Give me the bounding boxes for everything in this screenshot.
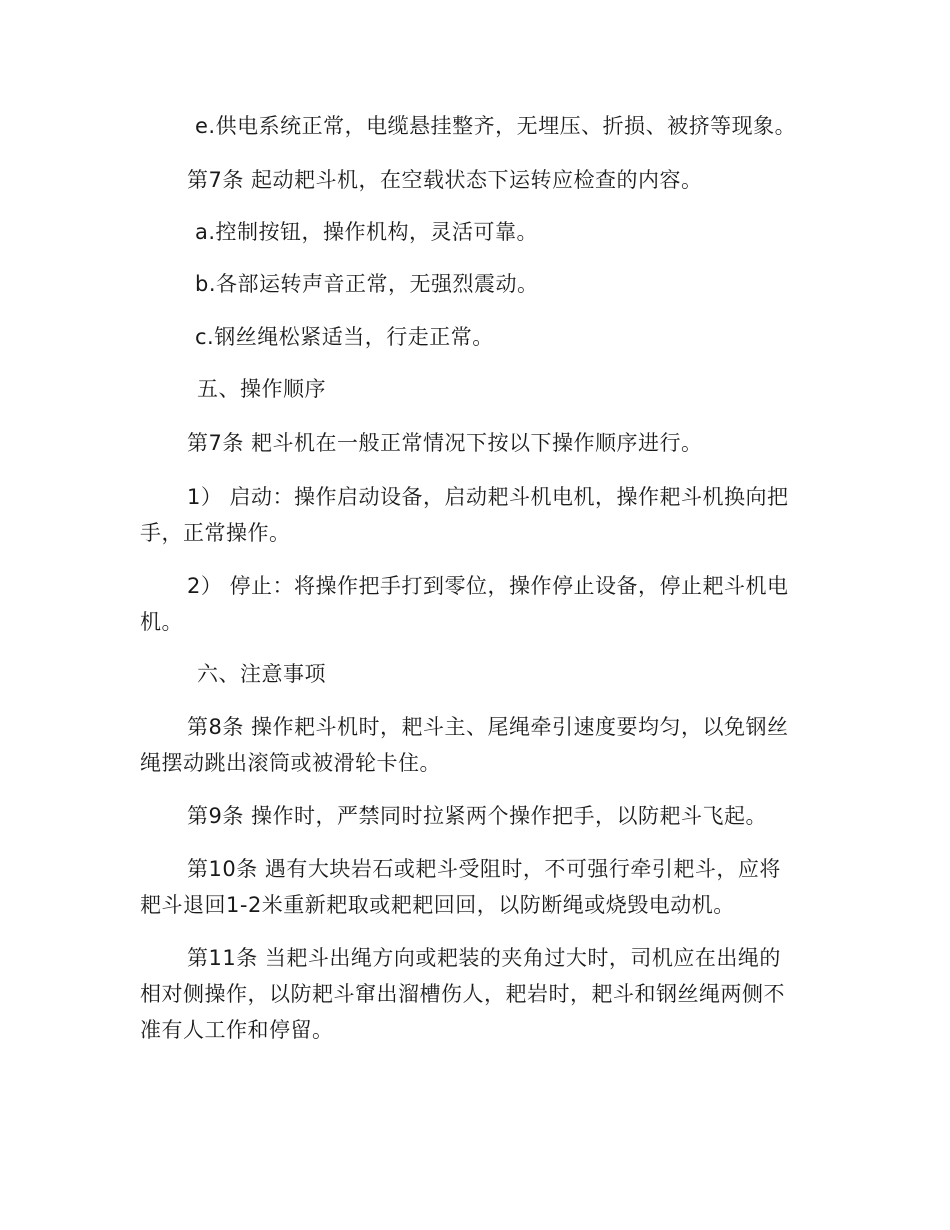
- article-11-line-1: 第11条 当耙斗出绳方向或耙装的夹角过大时，司机应在出绳的: [187, 946, 781, 970]
- article-8-line-2: 绳摆动跳出滚筒或被滑轮卡住。: [140, 751, 441, 775]
- article-8-line-1: 第8条 操作耙斗机时，耙斗主、尾绳牵引速度要均匀，以免钢丝: [187, 715, 789, 739]
- section-heading-operation-sequence: 五、操作顺序: [197, 377, 326, 401]
- step-1-start-line-2: 手，正常操作。: [140, 521, 291, 545]
- step-2-stop-line-2: 机。: [140, 610, 183, 634]
- step-1-start-line-1: 1） 启动：操作启动设备，启动耙斗机电机，操作耙斗机换向把: [187, 485, 789, 509]
- article-7-operation-order: 第7条 耙斗机在一般正常情况下按以下操作顺序进行。: [187, 431, 703, 455]
- article-10-line-1: 第10条 遇有大块岩石或耙斗受阻时，不可强行牵引耙斗，应将: [187, 857, 781, 881]
- article-7-startup-check: 第7条 起动耙斗机，在空载状态下运转应检查的内容。: [187, 168, 703, 192]
- step-2-stop-line-1: 2） 停止：将操作把手打到零位，操作停止设备，停止耙斗机电: [187, 574, 789, 598]
- article-10-line-2: 耙斗退回1-2米重新耙取或耙耙回回，以防断绳或烧毁电动机。: [140, 893, 735, 917]
- item-e-power-supply: e.供电系统正常，电缆悬挂整齐，无埋压、折损、被挤等现象。: [195, 114, 797, 138]
- article-11-line-3: 准有人工作和停留。: [140, 1018, 334, 1042]
- item-b-running-sound: b.各部运转声音正常，无强烈震动。: [195, 272, 539, 296]
- item-c-wire-rope: c.钢丝绳松紧适当，行走正常。: [195, 325, 494, 349]
- item-a-control-buttons: a.控制按钮，操作机构，灵活可靠。: [195, 220, 539, 244]
- article-9: 第9条 操作时，严禁同时拉紧两个操作把手，以防耙斗飞起。: [187, 804, 768, 828]
- section-heading-precautions: 六、注意事项: [197, 662, 326, 686]
- article-11-line-2: 相对侧操作，以防耙斗窜出溜槽伤人，耙岩时，耙斗和钢丝绳两侧不: [140, 982, 785, 1006]
